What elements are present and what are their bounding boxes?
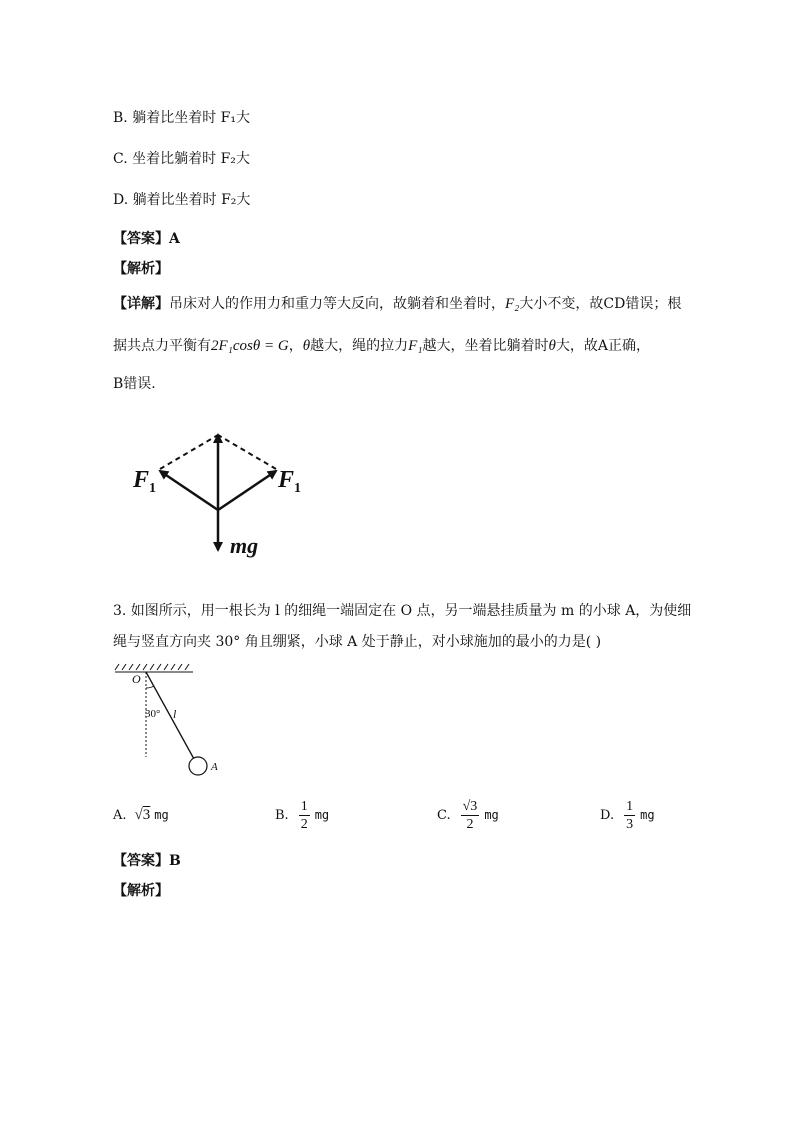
choice-d: D. $\frac{1}{3}$ mg — [600, 798, 655, 832]
option-d: D. 躺着比坐着时 F₂大 — [113, 192, 251, 208]
detail-text-1a: 吊床对人的作用力和重力等大反向，故躺着和坐着时， — [169, 296, 505, 312]
choice-a: A. √3 mg — [113, 806, 169, 823]
ball — [189, 757, 207, 775]
detail-text-2c: 越大，绳的拉力 — [310, 338, 409, 354]
ceiling — [115, 664, 193, 672]
detail-line-1 — [113, 294, 681, 314]
detail-text-2b: ， — [288, 338, 303, 354]
symbol-f2: F₂ — [505, 296, 520, 312]
detail-line-2 — [113, 336, 650, 356]
detail-text-2e: 大，故A正确， — [555, 338, 650, 354]
option-b: B. 躺着比坐着时 F₁大 — [113, 110, 250, 126]
choice-b: B. $\frac{1}{2}$ mg — [275, 798, 330, 832]
symbol-f1: F₁ — [408, 338, 423, 354]
dashed-line-right — [218, 435, 276, 469]
detail-text-1b: 大小不变，故CD错误；根 — [519, 296, 682, 312]
answer-2: 【答案】B — [113, 853, 181, 869]
fraction-one-third: $\frac{1}{3}$ — [626, 798, 634, 832]
label-l: l — [173, 707, 177, 721]
fraction-one-half: $\frac{1}{2}$ — [300, 798, 308, 832]
analysis-1-label: 【解析】 — [113, 261, 169, 277]
dashed-line-left — [160, 435, 218, 469]
label-f1-right: $F_1$ — [278, 467, 302, 496]
force-diagram — [128, 425, 318, 560]
label-angle: 30° — [145, 708, 161, 720]
fraction-sqrt3-half: $\frac{√3}{2}$ — [462, 798, 478, 832]
question-3-line-1: 3. 如图所示，用一根长为 l 的细绳一端固定在 O 点，另一端悬挂质量为 m 的小球 A，为使细 — [113, 603, 692, 619]
label-mg: mg — [230, 533, 259, 558]
label-a: A — [211, 761, 218, 773]
symbol-theta: θ — [302, 338, 311, 354]
detail-label: 【详解】 — [113, 296, 169, 312]
choice-c: C. $\frac{√3}{2}$ mg — [437, 798, 499, 832]
answer-1: 【答案】A — [113, 231, 180, 247]
detail-line-3: B错误. — [113, 376, 156, 392]
arrow-f1-right — [218, 471, 276, 510]
arrow-f1-left — [160, 471, 218, 510]
detail-text-2d: 越大，坐着比躺着时 — [422, 338, 549, 354]
question-3-line-2: 绳与竖直方向夹 30° 角且绷紧，小球 A 处于静止，对小球施加的最小的力是( ) — [113, 634, 602, 650]
option-c: C. 坐着比躺着时 F₂大 — [113, 151, 250, 167]
label-f1-left: $F_1$ — [133, 467, 157, 496]
equilibrium-equation: 2F₁cosθ = G — [211, 338, 289, 354]
sqrt-3: √3 — [134, 806, 151, 823]
pendulum-diagram — [113, 662, 228, 777]
symbol-theta-2: θ — [548, 338, 556, 354]
angle-arc — [146, 686, 154, 688]
detail-text-2a: 据共点力平衡有 — [113, 338, 211, 354]
analysis-2-label: 【解析】 — [113, 883, 169, 899]
label-o: O — [132, 672, 141, 686]
